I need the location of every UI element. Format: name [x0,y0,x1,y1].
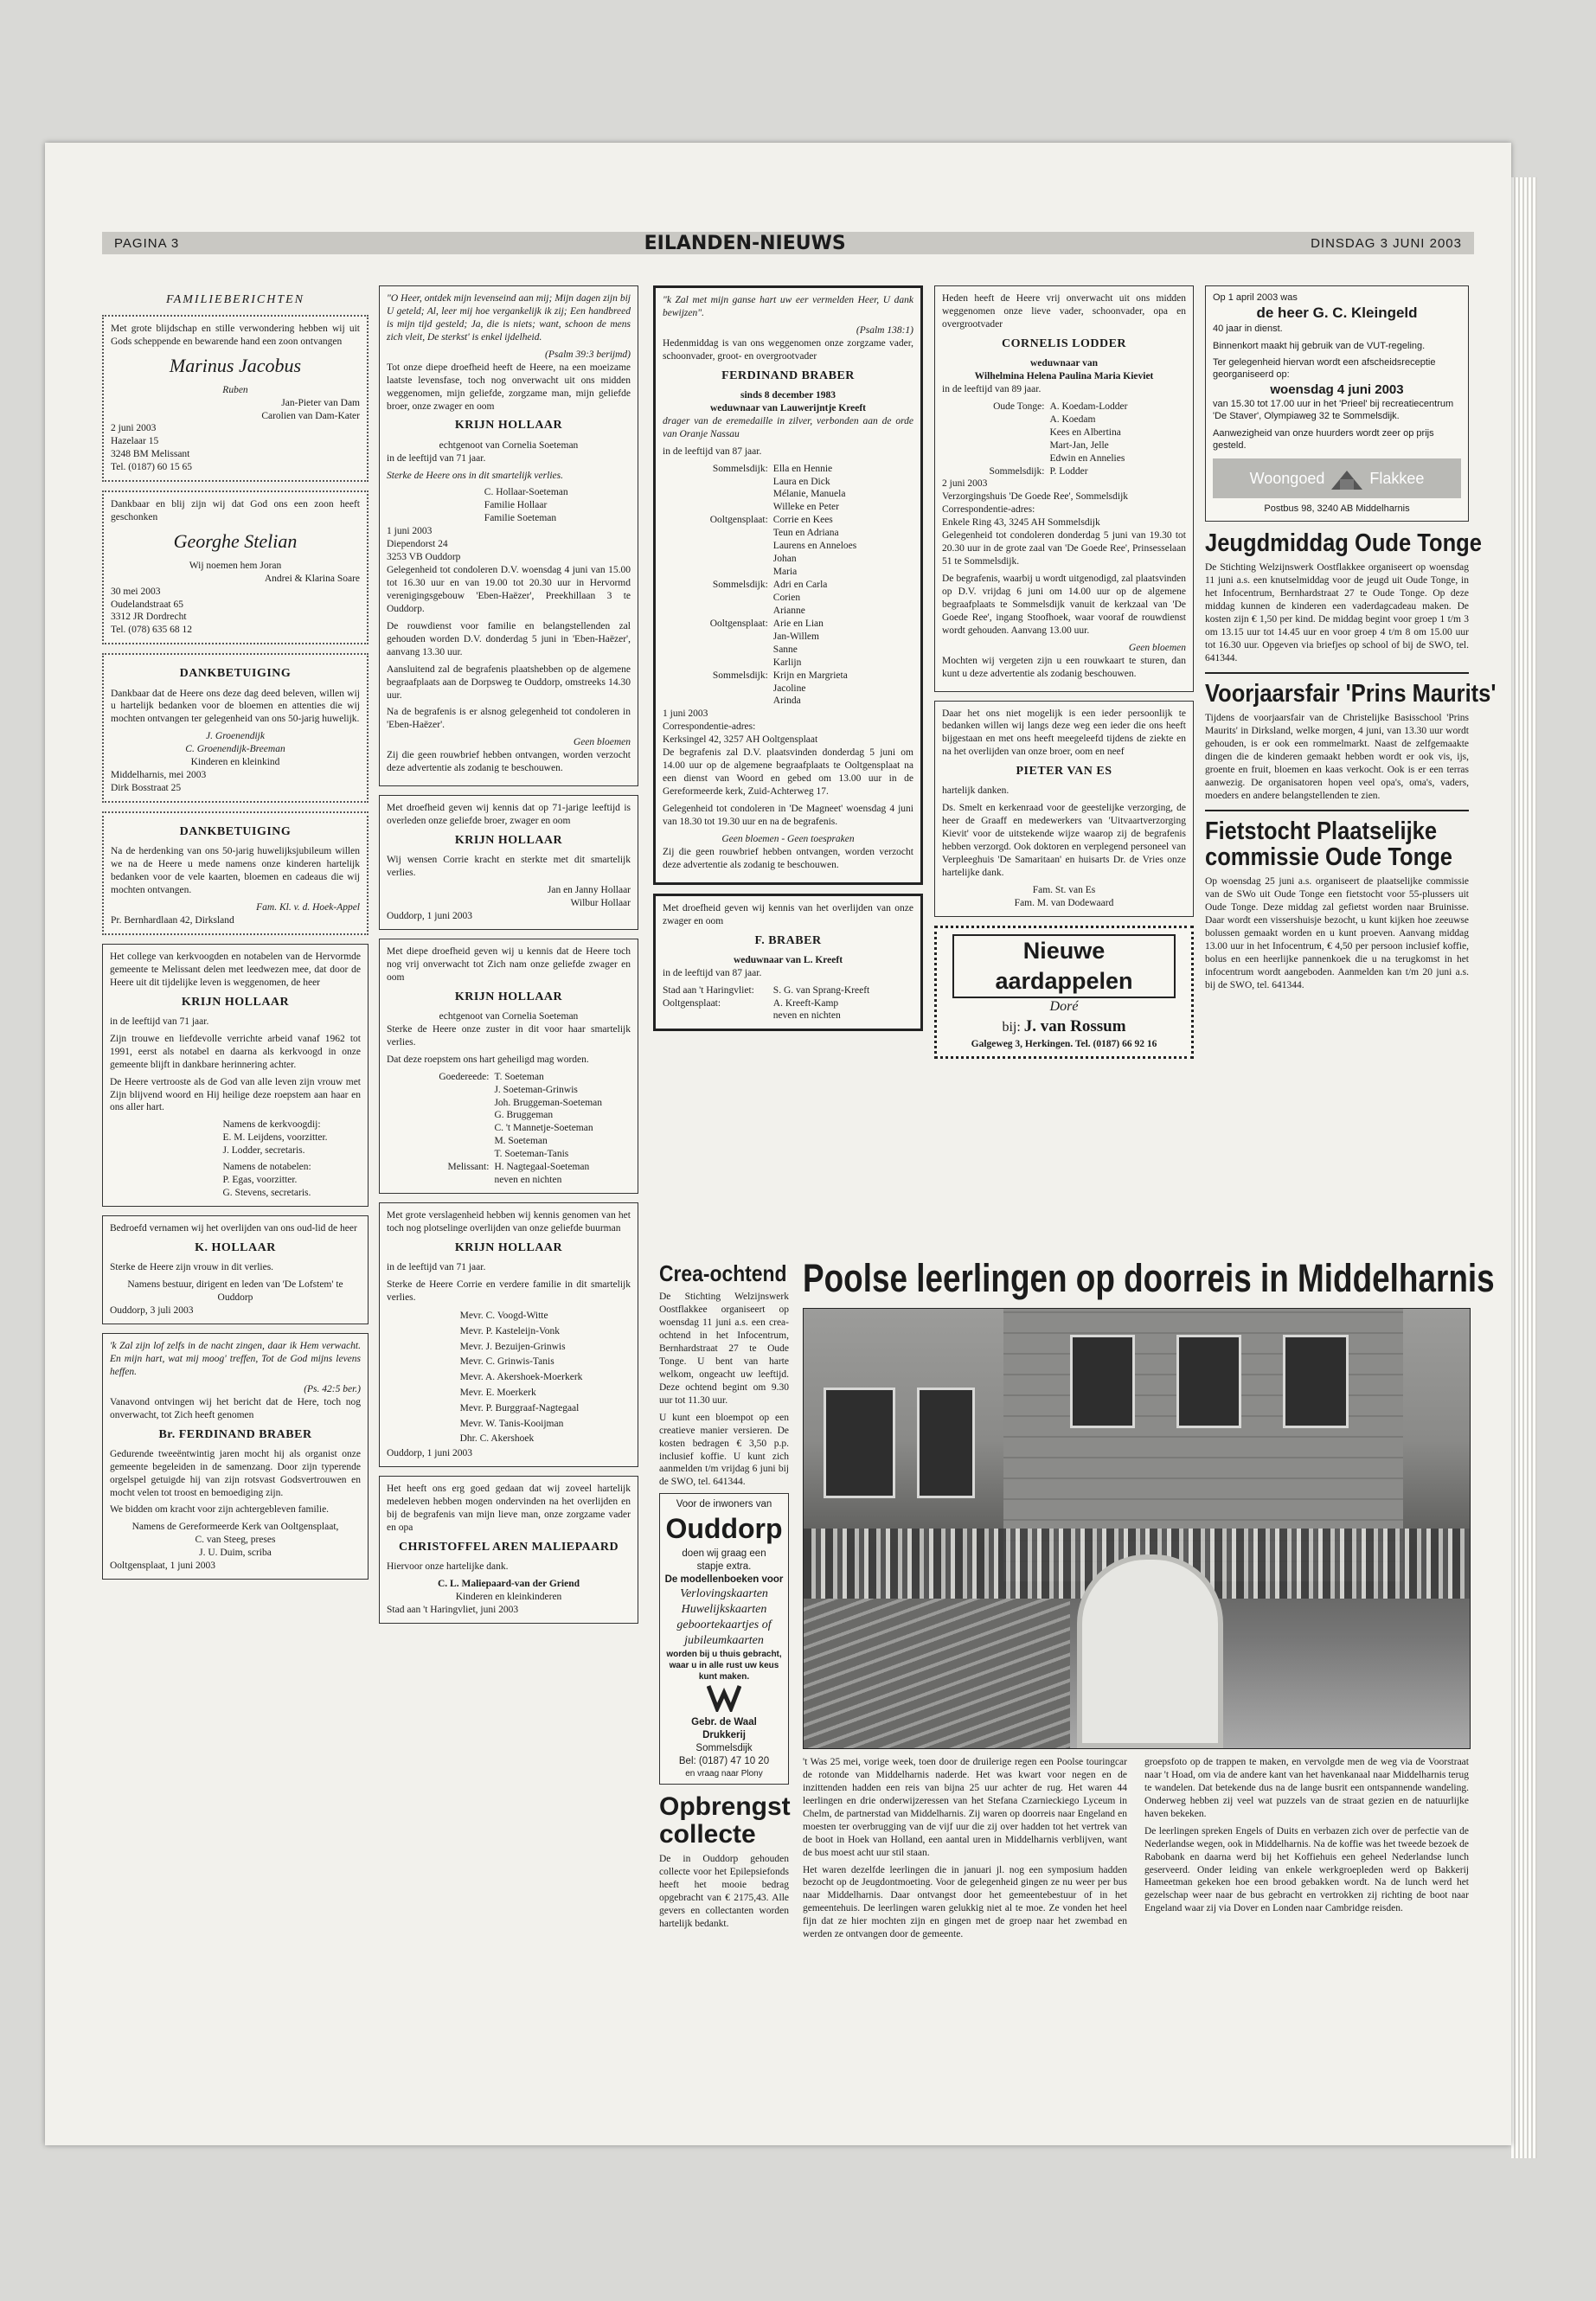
logo-text-2: Flakkee [1369,469,1425,487]
condolence-info: Gelegenheid tot condoleren D.V. woensdag 4 juni van 15.00 tot 16.30 uur en van 19.00 tot 20.30 uur in Hervormd verenigingsgebouw 'Eben-Haëzer', Preekhillaan 3 te Ouddorp. [387,565,631,614]
address: 1 juni 2003 Diependorst 24 3253 VB Ouddorp [387,526,461,563]
notice: Zij die geen rouwbrief hebben ontvangen, worden verzocht deze advertentie als zodanig te beschouwen. [387,750,631,774]
parents: Andrei & Klarina Soare [264,573,360,584]
drukkerij-logo-icon [707,1682,741,1712]
address: Correspondentie-adres: Enkele Ring 43, 3245 AH Sommelsdijk [942,504,1100,529]
article-title-2: commissie Oude Tonge [1205,843,1452,871]
house-icon [1330,465,1364,491]
spouse: echtgenoot van Cornelia Soeteman [439,439,579,451]
body: Gedurende tweeëntwintig jaren mocht hij als organist onze gemeente begeleiden in de samenzang. Door zijn typerende orgelspel getuigde hij van zijn rotsvast Godsvertrouwen en mocht velen tot troost en bemoediging zijn. [110,1448,361,1498]
deceased-name: KRIJN HOLLAAR [454,834,563,847]
article-paragraph: groepsfoto op de trappen te maken, en vervolgde men de weg via de Voorstraat naar 't Hoad, om via de andere kant van het havenkanaal naar Middelharnis terug te wandelen. Dat betekende dus na de lange busrit een ontspannende wandeling. Onderweg hebben zij veel wat puzzels van de straat gezien en de natuurlijke haven bekeken. [1144,1757,1469,1819]
age: in de leeftijd van 71 jaar. [387,1262,486,1273]
main-article [803,1756,1469,1941]
deceased-name: F. BRABER [754,933,822,947]
body2: Ds. Smelt en kerkenraad voor de geestelijke verzorging, de heer de Graaff en medewerkers van 'Uitvaartverzorging Kievit' voor de uitstekende wijze waarop zij de begrafenis hebben verzorgd. Ook doktoren en verplegend personeel van Verpleeghuis 'De Samaritaan' en huisarts Dr. de Vries onze hartelijke dank. [942,803,1186,879]
line: van 15.30 tot 17.00 uur in het 'Prieel' bij recreatiecentrum 'De Staver', Olympiaweg 32 te Sommelsdijk. [1213,399,1454,422]
newspaper-logo: EILANDEN-NIEUWS [644,232,846,254]
date: 2 juni 2003 Verzorgingshuis 'De Goede Ree', Sommelsdijk [942,478,1129,503]
family-row: Ooltgensplaat: A. Kreeft-Kamp [663,997,839,1009]
verse-ref: (Psalm 39:3 berijmd) [544,349,631,360]
body: Sterke de Heere onze zuster in dit voor haar smartelijk verlies. [387,1023,631,1048]
decoration-note: drager van de eremedaille in zilver, verbonden aan de orde van Oranje Nassau [663,415,913,439]
spouse-2: Wilhelmina Helena Paulina Maria Kieviet [974,370,1154,381]
condolence-info: Gelegenheid tot condoleren donderdag 5 juni van 19.30 tot 20.30 uur in de grote zaal van 'De Goede Ree', Prinsesselaan 51 te Sommelsdijk. [942,530,1186,567]
burial-info: De begrafenis, waarbij u wordt uitgenodigd, zal plaatsvinden op D.V. vrijdag 6 juni om 14.00 uur op de algemene begraafplaats te Sommelsdijk vanuit de kerkzaal van 'De Goede Ree', ingang Stoofhoek, waar vooraf de rouwdienst wordt gehouden. Aanvang 13.00 uur. [942,574,1186,636]
reception-date: woensdag 4 juni 2003 [1270,381,1404,397]
article-title: Opbrengst collecte [659,1792,791,1849]
ad-line: doen wij graag een [682,1548,766,1559]
address: Hazelaar 15 3248 BM Melissant Tel. (0187) 60 15 65 [111,436,193,473]
article-paragraph: De leerlingen spreken Engels of Duits en verbazen zich over de perfectie van de Nederlandse wegen, ook in Middelharnis. Na de koffie was het tweede bezoek de Rabobank en daarna werd bij het Koffiehuis een geheel Nederlandse lunch geserveerd. Onder leiding van enkele werkgroepleden werd op Bakkerij Hameetman gekeken hoe een brood gebakken wordt. Na de lunch werd het gezelschap weer naar de bus gebracht en vertrokken zij richting de boot naar Engeland waar zij via Dover en Londen naar Cambridge reisden. [1144,1825,1469,1914]
place: Ouddorp, 3 juli 2003 [110,1304,194,1316]
text: Met droefheid geven wij kennis dat op 71-jarige leeftijd is overleden onze geliefde broer, zwager en oom [387,803,631,827]
signature-1: Fam. St. van Es [1032,885,1096,895]
ad-line: De modellenboeken voor [664,1574,784,1585]
child-name: Marinus Jacobus [169,355,302,377]
issue-date: DINSDAG 3 JUNI 2003 [1311,235,1462,251]
after-info: Na de begrafenis is er alsnog gelegenheid tot condoleren in 'Eben-Haëzer'. [387,707,631,731]
family-row: M. Soeteman T. Soeteman-Tanis [494,1136,569,1160]
text: Heden heeft de Heere vrij onverwacht uit ons midden weggenomen onze lieve vader, schoonvader, opa en overgrootvader [942,293,1186,330]
section-title: FAMILIEBERICHTEN [165,293,305,306]
family-row: C. 't Mannetje-Soeteman [494,1123,593,1134]
text: Tot onze diepe droefheid heeft de Heere, na een moeizame laatste levensfase, toch nog onverwacht uit ons midden weggenomen, mijn geliefde, zorgzame man, mijn geliefde broer, onze zwager en oom [387,362,631,412]
text: Dankbaar dat de Heere ons deze dag deed beleven, willen wij u hartelijk bedanken voor de bloemen en attenties die wij mochten ontvangen ter gelegenheid van ons 50-jarig huwelijk. [111,688,360,725]
deceased-name: K. HOLLAAR [195,1240,276,1254]
page-header [102,232,1474,254]
text: Met diepe droefheid geven wij u kennis dat de Heere toch nog vrij onverwacht tot Zich nam onze geliefde zwager en oom [387,945,631,983]
body: Wij wensen Corrie kracht en sterkte met dit smartelijk verlies. [387,855,631,879]
text: Met droefheid geven wij kennis van het overlijden van onze zwager en oom [663,902,913,926]
family-row: Sommelsdijk: Ella en Hennie Laura en Dick Mélanie, Manuela Willeke en Peter [712,463,846,513]
article-body: Op woensdag 25 juni a.s. organiseert de plaatselijke commissie van de SWo uit Oude Tonge een fietstocht voor 55-plussers uit Oude Tonge. Deze middag zal gefietst worden naar Bruinisse. Daar wordt een vissershuisje bezocht, u kunt kijken hoe zeeuwse bolussen gemaakt worden en u kunt proeven. Aanvang middag 13.00 uur in het Infocentrum, € 4,50 per persoon inclusief koffie, bolus en een heerlijke pannenkoek die u na terugkomst in het infocentrum wordt aangeboden. Aanmelden kan t/m 20 juni a.s. bij de SWO, tel. 641344. [1205,876,1469,990]
birth-announcement-2 [102,490,369,644]
address: Oudelandstraat 65 3312 JR Dordrecht Tel. (078) 635 68 12 [111,599,193,636]
notice: Zij die geen rouwbrief hebben ontvangen, worden verzocht deze advertentie als zodanig te beschouwen. [663,846,913,870]
text: Het college van kerkvoogden en notabelen van de Hervormde gemeente te Melissant delen met leedwezen mee, dat door de Heere uit dit tijdelijke leven is weggenomen, de heer [110,951,361,988]
ad-address: Galgeweg 3, Herkingen. Tel. (0187) 66 92 16 [971,1038,1157,1049]
column-2 [379,285,638,1632]
age: in de leeftijd van 71 jaar. [387,452,486,464]
age: in de leeftijd van 87 jaar. [663,967,762,978]
ad-line: worden bij u thuis gebracht, waar u in alle rust uw keus kunt maken. [666,1650,782,1682]
thanks-announcement-2 [102,811,369,935]
obituary-ferdinand-braber [653,285,923,885]
article-paragraph: Het waren dezelfde leerlingen die in januari jl. nog een symposium hadden bezocht op de Jeugdontmoeting. Voor de gelegenheid gingen ze nu weer per bus naar Middelharnis. Daar ontvangst door het gemeentebestuur of in het gemeentehuis. De leerlingen waren gelukkig niet al te moe. Ze vonden het heel fijn dat ze hier mochten zijn en gingen met de groep naar het zwembad en werden ze ontvangen door de gemeente. [803,1864,1127,1940]
names: J. Groenendijk C. Groenendijk-Breeman [185,731,285,755]
deceased-name: KRIJN HOLLAAR [454,990,563,1003]
thanks-announcement-1 [102,653,369,803]
family-row: Ooltgensplaat: Corrie en Kees Teun en Adriana Laurens en Anneloes Johan Maria [709,515,857,578]
ad-name: J. van Rossum [1023,1016,1126,1035]
text: Met grote verslagenheid hebben wij kennis genomen van het toch nog plotselinge overlijden van onze geliefde buurman [387,1210,631,1234]
date: 1 juni 2003 [663,708,708,720]
body: hartelijk danken. [942,785,1010,797]
notice: Mochten wij vergeten zijn u een rouwkaart te sturen, dan kunt u deze advertentie als zodanig beschouwen. [942,655,1186,679]
column-3 [653,285,923,1040]
birth-announcement-1 [102,315,369,482]
ad-tel-2: en vraag naar Plony [685,1769,763,1779]
group-photo [803,1308,1471,1749]
body2: De Heere vertrooste als de God van alle leven zijn vrouw met Zijn blijvend woord en Hij heilige deze roepstem aan haar en ons aller hart. [110,1076,361,1113]
page-number: PAGINA 3 [114,235,180,251]
address: Postbus 98, 3240 AB Middelharnis [1264,503,1410,515]
ad-by: bij: [1002,1019,1021,1035]
signature: Namens de Gereformeerde Kerk van Ooltgensplaat, C. van Steeg, preses J. U. Duim, scriba [131,1522,339,1559]
family-row: Ooltgensplaat: Arie en Lian Jan-Willem Sanne Karlijn [709,618,824,668]
thanks-pieter-van-es [934,701,1194,917]
family-row: neven en nichten [494,1175,562,1186]
condolence-k-hollaar [102,1215,369,1324]
family-row: neven en nichten [772,1010,841,1022]
burial-info: De begrafenis zal D.V. plaatsvinden donderdag 5 juni om 14.00 uur op de algemene begraafplaats te Ooltgensplaat na een dienst van Woord en gebed om 13.00 uur in de Gereformeerde kerk, Zuid-Achterweg 17. [663,747,913,797]
deceased-name: KRIJN HOLLAAR [454,419,563,433]
announcement-text: Dankbaar en blij zijn wij dat God ons een zoon heeft geschonken [111,499,360,523]
spouse-1: weduwnaar van [1029,358,1099,369]
place: Ouddorp, 1 juni 2003 [387,1448,473,1459]
date: 2 juni 2003 [111,423,157,434]
burial-info: Aansluitend zal de begrafenis plaatshebben op de algemene begraafplaats aan de Dorpsweg te Ouddorp, omstreeks 14.30 uur. [387,663,631,701]
ad-tel: Bel: (0187) 47 10 20 [678,1756,770,1767]
signatures-1: Namens de kerkvoogdij: E. M. Leijdens, voorzitter. J. Lodder, secretaris. [222,1119,328,1157]
line: Aanwezigheid van onze huurders wordt zeer op prijs gesteld. [1213,427,1434,451]
article-title: Voorjaarsfair 'Prins Maurits' [1205,679,1497,708]
logo-text-1: Woongoed [1249,469,1325,487]
body2: Dat deze roepstem ons hart geheiligd mag worden. [387,1054,589,1065]
article-body: De in Ouddorp gehouden collecte voor het Epilepsiefonds heeft het mooie bedrag opgebracht van € 2175,43. Alle gevers en collectanten worden hartelijk bedankt. [659,1854,789,1929]
article-body: Tijdens de voorjaarsfair van de Christelijke Basisschool 'Prins Maurits' in Dirksland, welke morgen, 4 juni, van 13.30 uur wordt gehouden, is er ook een rommelmarkt. Naast de zelfgemaakte dingen die de kinderen gemaakt hebben wordt er ook vis, ijs, groente en fruit, bloemen en kaas verkocht. Ook is er een terras aanwezig. De organisatoren hopen veel opa's, oma's, vaders, moeders en andere belangstellenden te zien. [1205,712,1469,801]
family-row: Joh. Bruggeman-Soeteman G. Bruggeman [494,1097,602,1121]
title: DANKBETUIGING [179,825,292,838]
family-row: Sommelsdijk: Adri en Carla Corien Arianne [712,580,828,616]
title: DANKBETUIGING [179,667,292,681]
article-title-1: Fietstocht Plaatselijke [1205,817,1438,845]
line: Ter gelegenheid hiervan wordt een afscheidsreceptie georganiseerd op: [1213,356,1436,381]
ad-aardappelen [934,926,1194,1060]
body2: We bidden om kracht voor zijn achtergebleven familie. [110,1504,330,1516]
family-row: Goedereede: T. Soeteman J. Soeteman-Grinwis [439,1071,578,1095]
child-name: Georghe Stelian [173,530,298,553]
flowers-note: Geen bloemen [573,737,631,748]
crea-column [659,1259,789,1935]
since: sinds 8 december 1983 [740,389,836,401]
subsignature: Kinderen en kleinkinderen [455,1592,562,1602]
ad-line: stapje extra. [696,1561,752,1572]
body: Hiervoor onze hartelijke dank. [387,1561,509,1573]
signature: Namens bestuur, dirigent en leden van 'De Lofstem' te Ouddorp [127,1279,343,1303]
announcement-text: Met grote blijdschap en stille verwondering hebben wij uit Gods scheppende en bewarende hand een zoon ontvangen [111,324,360,348]
obituary-krijn-hollaar-siblings [379,795,638,930]
column-5 [1205,285,1497,997]
ad-line: geboortekaartjes of [676,1618,772,1632]
names: Mevr. C. Voogd-Witte Mevr. P. Kasteleijn-Vonk Mevr. J. Bezuijen-Grinwis Mevr. C. Grinwis-Tanis Mevr. A. Akershoek-Moerkerk Mevr. E. Moerkerk Mevr. P. Burggraaf-Nagtegaal Mevr. W. Tanis-Kooijman Dhr. C. Akershoek [459,1310,583,1445]
line: Op 1 april 2003 was [1213,292,1298,303]
line: Binnenkort maakt hij gebruik van de VUT-regeling. [1213,340,1426,351]
ad-line: Huwelijkskaarten [681,1602,767,1616]
deceased-name: KRIJN HOLLAAR [454,1240,563,1254]
obituary-ferdinand-braber-church [102,1333,369,1580]
subnames: Kinderen en kleinkind [190,757,280,768]
age: in de leeftijd van 87 jaar. [663,445,762,457]
family-row: Stad aan 't Haringvliet: S. G. van Sprang-Kreeft [663,984,870,996]
article-body: De Stichting Welzijnswerk Oostflakkee organiseert op woensdag 11 juni a.s. een knutselmiddag voor de jeugd uit Oude Tonge, in het Infocentrum, Bernhardstraat 27 te Oude Tonge. Op deze middag kunnen de kinderen een vaderdagcadeau maken. De kosten zijn € 1,50 per kind. De middag begint voor groep 1 t/m 3 om 13.15 uur tot 14.45 uur en voor groep 4 t/m 8 om 15.00 uur tot 16.30 uur. Opgeven via briefjes op school of bij de SWO, tel. 641344. [1205,562,1469,663]
obituary-cornelis-lodder [934,285,1194,692]
ad-line: Voor de inwoners van [676,1499,772,1510]
child-subname: Ruben [222,384,248,395]
text: Hedenmiddag is van ons weggenomen onze zorgzame vader, schoonvader, groot- en overgrootvader [663,337,913,362]
spouse: echtgenoot van Cornelia Soeteman [439,1010,579,1022]
line: 40 jaar in dienst. [1213,324,1283,335]
obituary-krijn-hollaar-inlaws [379,939,638,1194]
age: in de leeftijd van 71 jaar. [110,1016,209,1027]
text: Vanavond ontvingen wij het bericht dat de Here, toch nog onverwacht, tot Zich heeft genomen [110,1396,361,1420]
place: Ooltgensplaat, 1 juni 2003 [110,1561,216,1572]
spouse: weduwnaar van L. Kreeft [733,954,843,965]
article-body-2: U kunt een bloempot op een creatieve manier versieren. De kosten bedragen € 3,50 p.p. inclusief koffie. U kunt zich aanmelden t/m vrijdag 6 juni bij de SWO, tel. 641344. [659,1412,789,1488]
verse: 'k Zal zijn lof zelfs in de nacht zingen, daar ik Hem verwacht. En mijn hart, wat mij moog' treffen, Tot de God mijns levens heffen. [110,1340,361,1377]
text: Bedroefd vernamen wij het overlijden van ons oud-lid de heer [110,1223,357,1234]
article-paragraph: 't Was 25 mei, vorige week, toen door de druilerige regen een Poolse touringcar de rotonde van Middelharnis naderde. Het was kwart voor negen en de inzittenden hadden een reis van bijna 25 uur achter de rug. Het waren 44 leerlingen en drie onderwijzeressen van het Stefana Czarnieckiego Lyceum in Chelm, de partnerstad van Middelharnis. Zij waren op doorreis naar Engeland en moesten ter overbrugging van de vijf uur die zij over hadden tot het vertrek van de boot in Hoek van Holland, een aantal uren in Middelharnis verblijven, want de bus moest acht uur stil staan. [803,1757,1127,1858]
woongoed-logo [1213,458,1461,498]
ad-logo-2: Drukkerij [702,1730,746,1741]
ad-line: Verlovingskaarten [680,1586,768,1600]
page-edge-right [1511,177,1537,2158]
obituary-krijn-hollaar-neighbours [379,1202,638,1467]
thanks-maliepaard [379,1476,638,1624]
column-1 [102,285,369,1588]
family: C. Hollaar-Soeteman Familie Hollaar Familie Soeteman [484,487,568,524]
text: Na de herdenking van ons 50-jarig huwelijksjubileum willen we na de Heere u mede namens onze kinderen hartelijk bedanken voor de vele kaarten, bloemen en cadeaus die wij mochten ontvangen. [111,846,360,895]
deceased-name: PIETER VAN ES [1016,765,1112,779]
article-title: Jeugdmiddag Oude Tonge [1205,529,1482,557]
column-4 [934,285,1194,1067]
ad-woongoed [1205,285,1469,522]
text: Het heeft ons erg goed gedaan dat wij zoveel hartelijk medeleven hebben mogen ondervinden na het overlijden en bij de begrafenis van mijn lieve man, onze zorgzame vader en opa [387,1484,631,1533]
child-subname: Wij noemen hem Joran [189,560,282,571]
verse-ref: (Psalm 138:1) [856,324,913,336]
ad-title: Nieuwe aardappelen [952,934,1176,998]
ad-drukkerij [659,1493,789,1785]
flowers-note: Geen bloemen - Geen toespraken [721,833,855,844]
family-row: Melissant: H. Nagtegaal-Soeteman [447,1162,590,1173]
age: in de leeftijd van 89 jaar. [942,383,1042,394]
text: Daar het ons niet mogelijk is een ieder persoonlijk te bedanken willen wij langs deze weg een ieder die ons heeft bijgestaan en met ons heeft meegeleefd tijdens de ziekte en na het overlijden van onze broer, oom en neef [942,708,1186,758]
honoree: de heer G. C. Kleingeld [1256,304,1418,322]
obituary-f-braber-inlaws [653,894,923,1032]
flowers-note: Geen bloemen [1128,642,1186,653]
deceased-name: FERDINAND BRABER [721,369,855,382]
deceased-name: Br. FERDINAND BRABER [158,1427,312,1441]
deceased-name: CORNELIS LODDER [1001,336,1127,350]
signature-2: Fam. M. van Dodewaard [1014,897,1114,908]
spouse: weduwnaar van Lauwerijntje Kreeft [709,402,867,413]
article-body: De Stichting Welzijnswerk Oostflakkee organiseert op woensdag 11 juni a.s. een crea-ochtend in het Infocentrum, Bernhardstraat 27 te Oude Tonge. U bent van harte welkom, ongeacht uw leeftijd. Deze ochtend begint om 9.30 uur tot 11.30 uur. [659,1292,789,1406]
signatures-2: Namens de notabelen: P. Egas, voorzitter. G. Stevens, secretaris. [222,1162,311,1199]
names: Fam. Kl. v. d. Hoek-Appel [256,901,360,913]
family-row: Sommelsdijk: P. Lodder [989,465,1088,477]
place: Stad aan 't Haringvliet, juni 2003 [387,1604,519,1615]
deceased-name: CHRISTOFFEL AREN MALIEPAARD [398,1540,619,1554]
body: Sterke de Heere zijn vrouw in dit verlies. [110,1262,274,1273]
deceased-name: KRIJN HOLLAAR [181,995,290,1009]
service-info: De rouwdienst voor familie en belangstellenden zal gehouden worden D.V. donderdag 5 juni in 'Eben-Haëzer', aanvang 13.30 uur. [387,620,631,657]
verse-ref: (Ps. 42:5 ber.) [304,1383,361,1394]
ad-place: Ouddorp [665,1513,783,1545]
body: Zijn trouwe en liefdevolle verrichte arbeid vanaf 1962 tot 1991, eerst als notabel en daarna als kerkvoogd in onze gemeente blijft in dankbare herinnering achter. [110,1033,361,1070]
main-headline: Poolse leerlingen op doorreis in Middelharnis [803,1256,1495,1300]
verse: "k Zal met mijn ganse hart uw eer vermelden Heer, U dank bewijzen". [663,295,913,318]
ad-city: Sommelsdijk [695,1743,753,1754]
body: Sterke de Heere ons in dit smartelijk verlies. [387,470,563,481]
body: Sterke de Heere Corrie en verdere familie in dit smartelijk verlies. [387,1279,631,1303]
date: 30 mei 2003 [111,586,161,597]
address: Middelharnis, mei 2003 Dirk Bosstraat 25 [111,770,207,794]
ad-sub: Doré [1049,999,1079,1015]
signature: Jan en Janny Hollaar Wilbur Hollaar [547,885,631,908]
address: Pr. Bernhardlaan 42, Dirksland [111,914,234,926]
ad-line: jubileumkaarten [684,1634,764,1648]
address: Correspondentie-adres: Kerksingel 42, 3257 AH Ooltgensplaat [663,721,818,746]
obituary-krijn-hollaar-family [379,285,638,786]
family-row: Sommelsdijk: Krijn en Margrieta Jacoline Arinda [712,670,848,707]
signature: C. L. Maliepaard-van der Griend [438,1579,580,1590]
condolence-info: Gelegenheid tot condoleren in 'De Magneet' woensdag 4 juni van 18.30 tot 19.30 uur en na de begrafenis. [663,803,913,827]
ad-logo: Gebr. de Waal [691,1717,757,1728]
place: Ouddorp, 1 juni 2003 [387,910,473,921]
article-title: Crea-ochtend [659,1260,787,1286]
family-row: Oude Tonge: A. Koedam-Lodder A. Koedam Kees en Albertina Mart-Jan, Jelle Edwin en Annelies [993,401,1128,464]
condolence-krijn-hollaar-1 [102,944,369,1207]
parents: Jan-Pieter van Dam Carolien van Dam-Kater [261,397,360,421]
verse: "O Heer, ontdek mijn levenseind aan mij; Mijn dagen zijn bij U geteld; Al, leer mij hoe vergankelijk ik zij; Een handbreed is mijn tijd gesteld; Ja, die is niets; want, schoon de mens zich vleit, De sterkst' is enkel ijdelheid. [387,293,631,343]
